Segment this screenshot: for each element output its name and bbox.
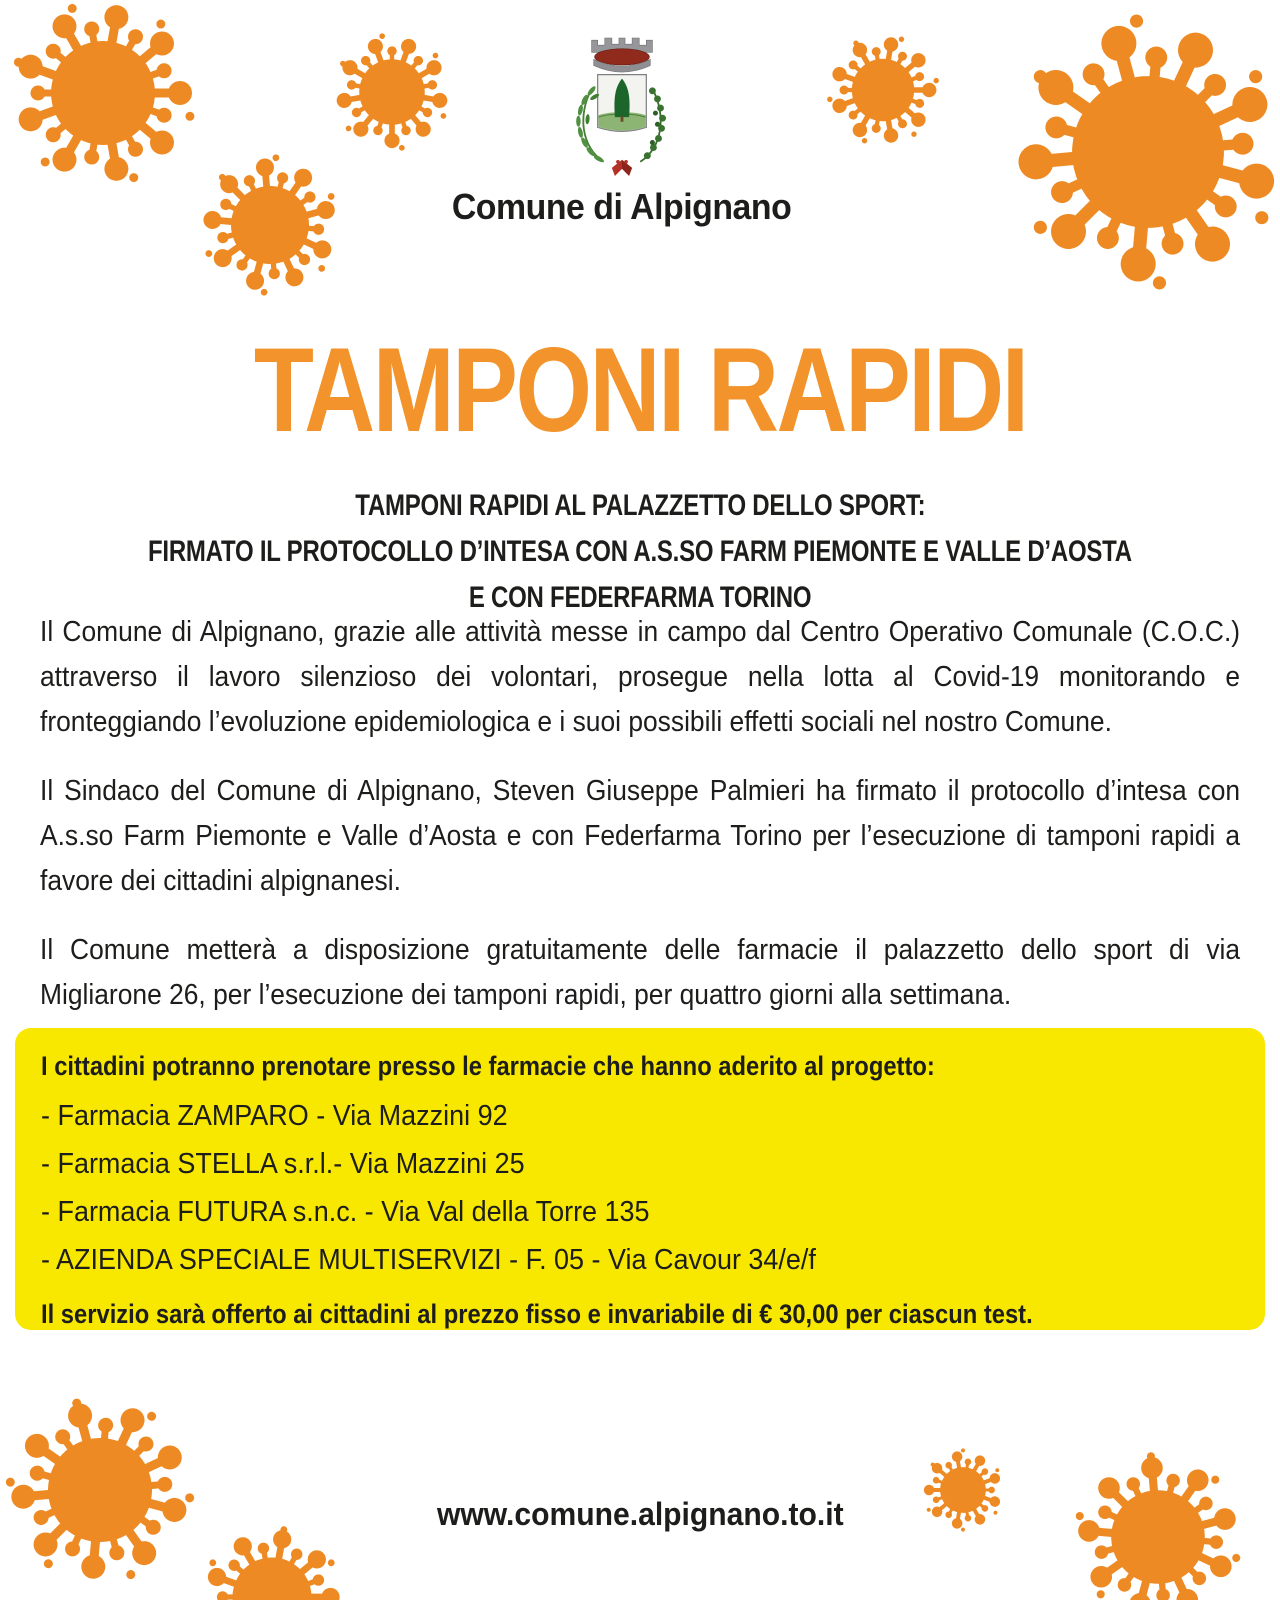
subtitle-line-1: TAMPONI RAPIDI AL PALAZZETTO DELLO SPORT: (354, 489, 926, 522)
crown-cap (595, 49, 650, 65)
org-name: Comune di Alpignano (452, 186, 792, 227)
paragraph-protocol: Il Sindaco del Comune di Alpignano, Steven Giuseppe Palmieri ha firmato il protocollo d’intesa con A.s.so Farm Piemonte e Valle d’Aosta e con Federfarma Torino per l’esecuzione di tamponi rapidi a favore dei cittadini alpignanesi. (40, 775, 1241, 897)
paragraph-coc: Il Comune di Alpignano, grazie alle attività messe in campo dal Centro Operativo Comunale (C.O.C.) attraverso il lavoro silenzioso dei volontari, prosegue nella lotta al Covid-19 monitorando e fronteggiando l’evoluzione epidemiologica e i suoi possibili effetti sociali nel nostro Comune. (40, 616, 1241, 738)
price-note: Il servizio sarà offerto ai cittadini al prezzo fisso e invariabile di € 30,00 per ciascun test. (41, 1299, 1033, 1329)
body-copy (40, 610, 1240, 1042)
paragraph-venue: Il Comune metterà a disposizione gratuitamente delle farmacie il palazzetto dello sport di via Migliarone 26, per l’esecuzione dei tamponi rapidi, per quattro giorni alla settimana. (40, 934, 1241, 1011)
virus-icon (0, 1366, 225, 1600)
subtitle (0, 483, 1280, 621)
box-intro: I cittadini potranno prenotare presso le farmacie che hanno aderito al progetto: (41, 1051, 935, 1081)
alpignano-coat-of-arms-icon (551, 30, 693, 178)
pharmacies-highlight-box (15, 1028, 1265, 1330)
subtitle-line-3: E CON FEDERFARMA TORINO (468, 581, 812, 614)
page-title (0, 323, 1280, 457)
pharmacy-item: - Farmacia FUTURA s.n.c. - Via Val della Torre 135 (41, 1196, 650, 1228)
pharmacy-item: - AZIENDA SPECIALE MULTISERVIZI - F. 05 - Via Cavour 34/e/f (41, 1244, 816, 1276)
ribbon (612, 160, 632, 176)
header (0, 30, 1262, 228)
page-title-text: TAMPONI RAPIDI (253, 323, 1027, 457)
pharmacy-item: - Farmacia ZAMPARO - Via Mazzini 92 (41, 1100, 508, 1132)
subtitle-line-2: FIRMATO IL PROTOCOLLO D’INTESA CON A.S.SO FARM PIEMONTE E VALLE D’AOSTA (148, 535, 1132, 568)
pharmacy-item: - Farmacia STELLA s.r.l.- Via Mazzini 25 (41, 1148, 525, 1180)
tree-trunk (621, 116, 624, 122)
website-url: www.comune.alpignano.to.it (436, 1496, 844, 1532)
